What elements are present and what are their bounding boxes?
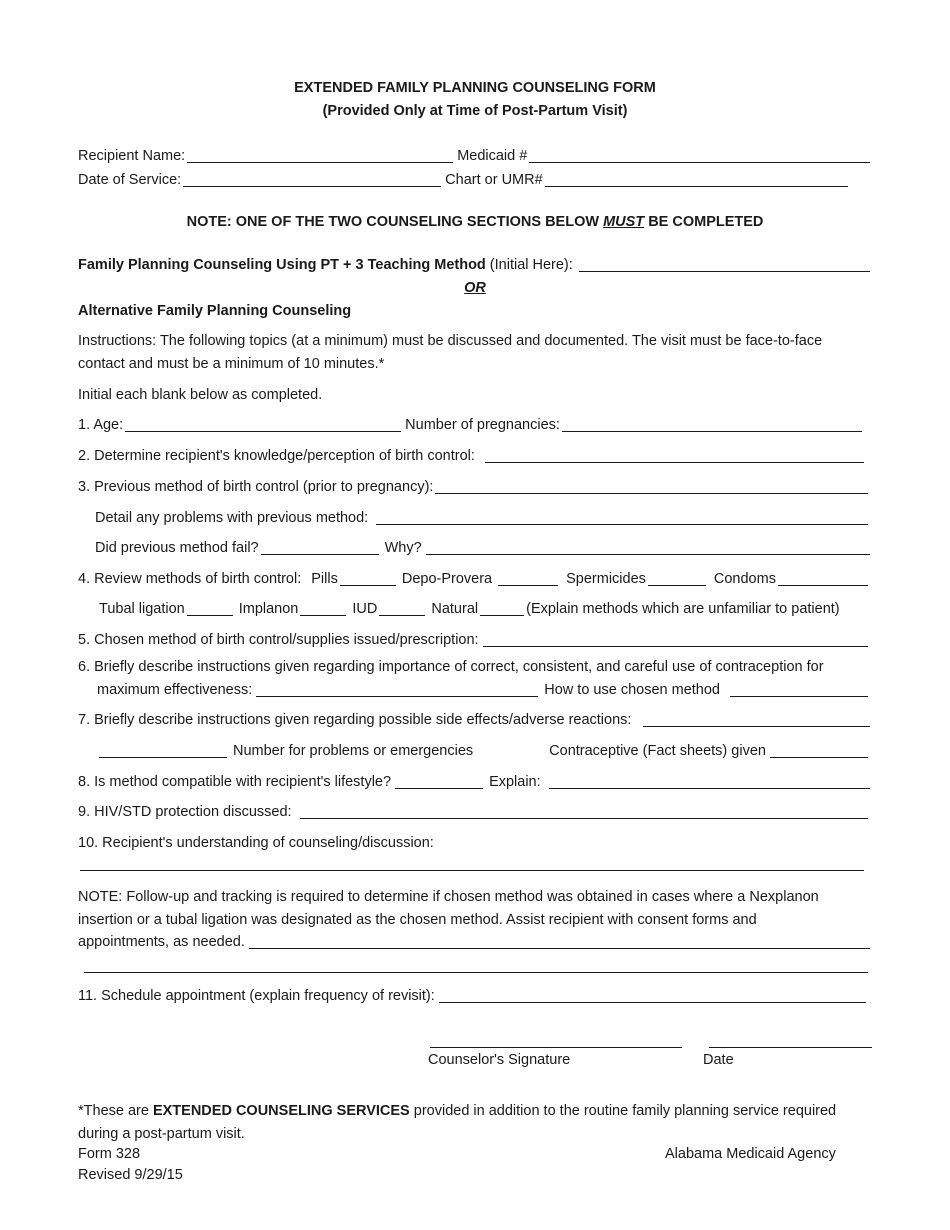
q7-row [78, 710, 872, 730]
date-row [78, 170, 850, 190]
q11-row [78, 986, 868, 1006]
followup-end-label: appointments, as needed. [78, 934, 245, 950]
recipient-name-label: Recipient Name: [78, 148, 186, 164]
agency-name: Alabama Medicaid Agency [665, 1146, 836, 1162]
chart-field[interactable] [545, 172, 848, 187]
counselor-signature-field[interactable] [430, 1033, 682, 1048]
q3-fail-label: Did previous method fail? [95, 540, 259, 556]
q4-spermicides-field[interactable] [648, 571, 706, 586]
alternative-title: Alternative Family Planning Counseling [78, 303, 352, 319]
q4-pills-field[interactable] [340, 571, 396, 586]
q4-tubal-label: Tubal ligation [99, 601, 185, 617]
q7-fact-label: Contraceptive (Fact sheets) given [549, 743, 766, 759]
q4-implanon-label: Implanon [238, 601, 299, 617]
pt3-initial-label: (Initial Here): [489, 257, 573, 273]
q6-effectiveness-field[interactable] [256, 682, 538, 697]
q6-how-label: How to use chosen method [544, 682, 720, 698]
q7-sub-row [97, 741, 870, 761]
followup-field[interactable] [249, 934, 870, 949]
note-text-end: BE COMPLETED [644, 214, 764, 230]
signature-date-field[interactable] [709, 1033, 872, 1048]
q7-fact-field[interactable] [770, 743, 868, 758]
q10-field[interactable] [80, 856, 864, 871]
q10-label: 10. Recipient's understanding of counseling/discussion: [78, 835, 434, 851]
footer-note [78, 1100, 872, 1146]
followup-row-2 [82, 958, 870, 976]
q6-row [97, 680, 870, 700]
q5-label: 5. Chosen method of birth control/supplies issued/prescription: [78, 632, 479, 648]
must-complete-note [78, 212, 872, 232]
instructions-text: Instructions: The following topics (at a minimum) must be discussed and documented. The visit must be face-to-face contact and must be a minimum of 10 minutes.* [78, 333, 823, 372]
footer-note-start: *These are [78, 1103, 153, 1119]
q8-row [78, 772, 872, 792]
q5-field[interactable] [483, 632, 868, 647]
recipient-name-field[interactable] [187, 148, 453, 163]
q3-detail-field[interactable] [376, 510, 868, 525]
q5-row [78, 630, 870, 650]
q4-pills-label: Pills [311, 571, 338, 587]
medicaid-field[interactable] [529, 148, 870, 163]
chart-label: Chart or UMR# [445, 172, 543, 188]
followup-row [78, 932, 872, 952]
q1-age-field[interactable] [125, 417, 401, 432]
footer-note-bold: EXTENDED COUNSELING SERVICES [152, 1103, 410, 1119]
medicaid-label: Medicaid # [457, 148, 528, 164]
q9-field[interactable] [300, 804, 868, 819]
q11-field[interactable] [439, 988, 866, 1003]
q4-iud-label: IUD [352, 601, 378, 617]
q4-explain-text: (Explain methods which are unfamiliar to patient) [526, 601, 840, 617]
pt3-initial-field[interactable] [579, 257, 870, 272]
q7-field[interactable] [643, 712, 870, 727]
q8-compatible-field[interactable] [395, 774, 483, 789]
followup-note: NOTE: Follow-up and tracking is required to determine if chosen method was obtained in cases where a Nexplanon insertion or a tubal ligation was designated as the chosen method. Assist recipient with consent forms and [78, 889, 819, 928]
q6-line1: 6. Briefly describe instructions given regarding importance of correct, consistent, and careful use of contraception for [78, 659, 824, 675]
footer-note-end: provided in addition to the routine family planning service required during a post-partum visit. [78, 1103, 837, 1142]
q2-row [78, 446, 866, 466]
q3-fail-row [95, 538, 872, 558]
q2-field[interactable] [485, 448, 864, 463]
q4-tubal-field[interactable] [187, 601, 233, 616]
q3-detail-label: Detail any problems with previous method: [95, 510, 369, 526]
q4-spermicides-label: Spermicides [566, 571, 646, 587]
q7-number-label: Number for problems or emergencies [233, 743, 474, 759]
q1-age-label: 1. Age: [78, 417, 124, 433]
q4-implanon-field[interactable] [300, 601, 346, 616]
form-number: Form 328 [78, 1146, 141, 1162]
q3-why-field[interactable] [426, 540, 870, 555]
q3-label: 3. Previous method of birth control (prior to pregnancy): [78, 479, 434, 495]
revised-date: Revised 9/29/15 [78, 1167, 183, 1183]
q6-label: maximum effectiveness: [97, 682, 253, 698]
q3-detail-row [95, 508, 870, 528]
note-text-start: NOTE: ONE OF THE TWO COUNSELING SECTIONS BELOW [186, 214, 604, 230]
form-title: EXTENDED FAMILY PLANNING COUNSELING FORM [294, 80, 656, 96]
q4-depo-field[interactable] [498, 571, 558, 586]
q7-label: 7. Briefly describe instructions given regarding possible side effects/adverse reactions: [78, 712, 632, 728]
q4-label: 4. Review methods of birth control: [78, 571, 302, 587]
date-of-service-field[interactable] [183, 172, 441, 187]
q8-explain-label: Explain: [489, 774, 541, 790]
q4-row [78, 569, 870, 589]
q3-fail-field[interactable] [261, 540, 379, 555]
note-must: MUST [603, 214, 645, 230]
q4-condoms-label: Condoms [713, 571, 776, 587]
q4-iud-field[interactable] [379, 601, 425, 616]
q9-row [78, 802, 870, 822]
q3-row [78, 477, 870, 497]
form-subtitle: (Provided Only at Time of Post-Partum Visit) [322, 103, 628, 119]
q4-natural-label: Natural [431, 601, 479, 617]
q2-label: 2. Determine recipient's knowledge/perception of birth control: [78, 448, 475, 464]
q1-pregnancies-field[interactable] [562, 417, 862, 432]
signature-date-label: Date [703, 1052, 734, 1068]
q11-label: 11. Schedule appointment (explain frequency of revisit): [78, 988, 435, 1004]
q7-number-field[interactable] [99, 743, 227, 758]
q4-natural-field[interactable] [480, 601, 524, 616]
q3-why-label: Why? [384, 540, 422, 556]
q8-label: 8. Is method compatible with recipient's lifestyle? [78, 774, 392, 790]
or-separator: OR [464, 280, 486, 296]
q4-methods-row [99, 599, 872, 619]
q1-row [78, 415, 864, 435]
followup-field-2[interactable] [84, 958, 868, 973]
q1-pregnancies-label: Number of pregnancies: [405, 417, 560, 433]
q4-depo-label: Depo-Provera [401, 571, 493, 587]
counselor-signature-label: Counselor's Signature [428, 1052, 571, 1068]
pt3-label: Family Planning Counseling Using PT + 3 Teaching Method [78, 257, 486, 273]
q8-explain-field[interactable] [549, 774, 870, 789]
q9-label: 9. HIV/STD protection discussed: [78, 804, 292, 820]
q10-row [78, 856, 866, 874]
pt3-row [78, 255, 872, 275]
date-of-service-label: Date of Service: [78, 172, 182, 188]
q3-field[interactable] [435, 479, 868, 494]
initial-each-text: Initial each blank below as completed. [78, 387, 323, 403]
q6-how-field[interactable] [730, 682, 868, 697]
q4-condoms-field[interactable] [778, 571, 868, 586]
recipient-row [78, 146, 872, 166]
